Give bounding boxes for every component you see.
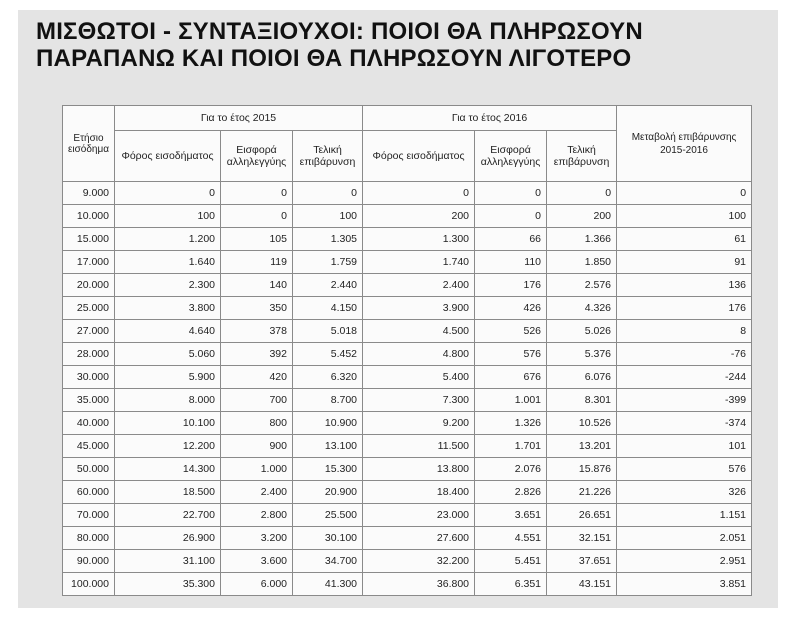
change-cell: 101	[617, 435, 752, 458]
income-cell: 9.000	[63, 182, 115, 205]
solidarity-2016-cell: 1.326	[475, 412, 547, 435]
total-2015-cell: 5.452	[293, 343, 363, 366]
income-tax-2016-cell: 3.900	[363, 297, 475, 320]
income-tax-2016-cell: 1.300	[363, 228, 475, 251]
income-cell: 30.000	[63, 366, 115, 389]
total-2015-cell: 30.100	[293, 527, 363, 550]
solidarity-2015-cell: 105	[221, 228, 293, 251]
income-cell: 35.000	[63, 389, 115, 412]
total-2015-cell: 2.440	[293, 274, 363, 297]
income-tax-2015-cell: 4.640	[115, 320, 221, 343]
total-2016-cell: 5.376	[547, 343, 617, 366]
total-2016-cell: 43.151	[547, 573, 617, 596]
tax-burden-table	[62, 105, 752, 596]
income-tax-2015-cell: 0	[115, 182, 221, 205]
total-2016-header: Τελική επιβάρυνση	[547, 131, 617, 182]
change-cell: 2.951	[617, 550, 752, 573]
title-line-2: ΠΑΡΑΠΑΝΩ ΚΑΙ ΠΟΙΟΙ ΘΑ ΠΛΗΡΩΣΟΥΝ ΛΙΓΟΤΕΡΟ	[36, 45, 632, 72]
table-row	[63, 182, 752, 205]
year-2016-header: Για το έτος 2016	[363, 106, 617, 131]
total-2016-cell: 21.226	[547, 481, 617, 504]
total-2015-cell: 0	[293, 182, 363, 205]
solidarity-2016-cell: 2.076	[475, 458, 547, 481]
total-2015-cell: 8.700	[293, 389, 363, 412]
total-2016-cell: 200	[547, 205, 617, 228]
income-tax-2016-cell: 36.800	[363, 573, 475, 596]
solidarity-2015-cell: 119	[221, 251, 293, 274]
total-2016-cell: 37.651	[547, 550, 617, 573]
income-tax-2015-cell: 3.800	[115, 297, 221, 320]
income-tax-2016-cell: 32.200	[363, 550, 475, 573]
solidarity-2015-cell: 392	[221, 343, 293, 366]
income-tax-2016-cell: 5.400	[363, 366, 475, 389]
total-2016-cell: 6.076	[547, 366, 617, 389]
income-tax-2015-cell: 14.300	[115, 458, 221, 481]
change-cell: 326	[617, 481, 752, 504]
total-2016-cell: 1.366	[547, 228, 617, 251]
solidarity-2016-cell: 0	[475, 182, 547, 205]
solidarity-2015-cell: 800	[221, 412, 293, 435]
solidarity-2015-cell: 6.000	[221, 573, 293, 596]
income-tax-2015-cell: 22.700	[115, 504, 221, 527]
change-cell: 2.051	[617, 527, 752, 550]
solidarity-2015-cell: 700	[221, 389, 293, 412]
total-2016-cell: 4.326	[547, 297, 617, 320]
total-2015-cell: 5.018	[293, 320, 363, 343]
income-cell: 60.000	[63, 481, 115, 504]
income-tax-2015-cell: 1.640	[115, 251, 221, 274]
table-row	[63, 458, 752, 481]
total-2016-cell: 0	[547, 182, 617, 205]
income-tax-2016-cell: 4.800	[363, 343, 475, 366]
table-row	[63, 297, 752, 320]
income-tax-2015-cell: 5.900	[115, 366, 221, 389]
solidarity-2016-cell: 1.001	[475, 389, 547, 412]
income-cell: 27.000	[63, 320, 115, 343]
solidarity-2015-cell: 2.800	[221, 504, 293, 527]
change-cell: 176	[617, 297, 752, 320]
income-tax-2015-cell: 10.100	[115, 412, 221, 435]
income-cell: 90.000	[63, 550, 115, 573]
total-2016-cell: 13.201	[547, 435, 617, 458]
income-cell: 17.000	[63, 251, 115, 274]
solidarity-2016-cell: 576	[475, 343, 547, 366]
income-cell: 20.000	[63, 274, 115, 297]
table-row	[63, 366, 752, 389]
total-2015-cell: 100	[293, 205, 363, 228]
solidarity-2015-cell: 140	[221, 274, 293, 297]
change-cell: -76	[617, 343, 752, 366]
income-tax-2016-cell: 0	[363, 182, 475, 205]
solidarity-2016-cell: 176	[475, 274, 547, 297]
total-2015-cell: 4.150	[293, 297, 363, 320]
income-tax-2016-cell: 1.740	[363, 251, 475, 274]
change-cell: 100	[617, 205, 752, 228]
income-tax-2016-cell: 27.600	[363, 527, 475, 550]
solidarity-2016-cell: 5.451	[475, 550, 547, 573]
income-tax-2016-cell: 11.500	[363, 435, 475, 458]
solidarity-2015-cell: 3.200	[221, 527, 293, 550]
total-2016-cell: 8.301	[547, 389, 617, 412]
change-cell: 1.151	[617, 504, 752, 527]
total-2015-header: Τελική επιβάρυνση	[293, 131, 363, 182]
income-cell: 100.000	[63, 573, 115, 596]
table-row	[63, 228, 752, 251]
income-cell: 45.000	[63, 435, 115, 458]
total-2016-cell: 15.876	[547, 458, 617, 481]
income-tax-2015-cell: 12.200	[115, 435, 221, 458]
solidarity-2016-cell: 110	[475, 251, 547, 274]
total-2016-cell: 26.651	[547, 504, 617, 527]
solidarity-2016-cell: 2.826	[475, 481, 547, 504]
income-tax-2015-cell: 26.900	[115, 527, 221, 550]
solidarity-2016-cell: 6.351	[475, 573, 547, 596]
solidarity-2016-cell: 66	[475, 228, 547, 251]
income-cell: 80.000	[63, 527, 115, 550]
income-tax-2016-cell: 13.800	[363, 458, 475, 481]
solidarity-2015-cell: 1.000	[221, 458, 293, 481]
income-cell: 28.000	[63, 343, 115, 366]
table-row	[63, 481, 752, 504]
table-row	[63, 205, 752, 228]
income-tax-2015-cell: 2.300	[115, 274, 221, 297]
solidarity-2016-cell: 426	[475, 297, 547, 320]
income-tax-2016-cell: 200	[363, 205, 475, 228]
income-tax-2016-cell: 4.500	[363, 320, 475, 343]
table-row	[63, 343, 752, 366]
change-cell: 61	[617, 228, 752, 251]
income-cell: 15.000	[63, 228, 115, 251]
table-row	[63, 251, 752, 274]
total-2015-cell: 41.300	[293, 573, 363, 596]
table-row	[63, 504, 752, 527]
solidarity-2016-cell: 1.701	[475, 435, 547, 458]
solidarity-2015-cell: 420	[221, 366, 293, 389]
total-2015-cell: 6.320	[293, 366, 363, 389]
income-cell: 40.000	[63, 412, 115, 435]
solidarity-2015-cell: 2.400	[221, 481, 293, 504]
table-row	[63, 389, 752, 412]
total-2016-cell: 32.151	[547, 527, 617, 550]
solidarity-2015-cell: 0	[221, 182, 293, 205]
income-column-header: Ετήσιο εισόδημα	[63, 106, 115, 182]
solidarity-2016-header: Εισφορά αλληλεγγύης	[475, 131, 547, 182]
income-tax-2015-cell: 8.000	[115, 389, 221, 412]
solidarity-2016-cell: 4.551	[475, 527, 547, 550]
income-cell: 10.000	[63, 205, 115, 228]
total-2015-cell: 1.305	[293, 228, 363, 251]
change-cell: 8	[617, 320, 752, 343]
solidarity-2016-cell: 3.651	[475, 504, 547, 527]
change-cell: -399	[617, 389, 752, 412]
total-2015-cell: 20.900	[293, 481, 363, 504]
solidarity-2015-cell: 378	[221, 320, 293, 343]
total-2016-cell: 10.526	[547, 412, 617, 435]
income-tax-2015-cell: 35.300	[115, 573, 221, 596]
title-line-1: ΜΙΣΘΩΤΟΙ - ΣΥΝΤΑΞΙΟΥΧΟΙ: ΠΟΙΟΙ ΘΑ ΠΛΗΡΩΣΟΥΝ	[36, 18, 643, 45]
year-2015-header: Για το έτος 2015	[115, 106, 363, 131]
income-tax-2016-cell: 7.300	[363, 389, 475, 412]
total-2015-cell: 13.100	[293, 435, 363, 458]
total-2016-cell: 5.026	[547, 320, 617, 343]
solidarity-2016-cell: 526	[475, 320, 547, 343]
income-tax-2015-header: Φόρος εισοδήματος	[115, 131, 221, 182]
solidarity-2015-header: Εισφορά αλληλεγγύης	[221, 131, 293, 182]
income-cell: 70.000	[63, 504, 115, 527]
solidarity-2015-cell: 350	[221, 297, 293, 320]
table-row	[63, 320, 752, 343]
change-column-header: Μεταβολή επιβάρυνσης 2015-2016	[617, 106, 752, 182]
table-row	[63, 573, 752, 596]
total-2016-cell: 2.576	[547, 274, 617, 297]
solidarity-2015-cell: 3.600	[221, 550, 293, 573]
income-cell: 25.000	[63, 297, 115, 320]
income-tax-2015-cell: 100	[115, 205, 221, 228]
total-2015-cell: 1.759	[293, 251, 363, 274]
solidarity-2016-cell: 676	[475, 366, 547, 389]
change-cell: 576	[617, 458, 752, 481]
solidarity-2015-cell: 0	[221, 205, 293, 228]
table-row	[63, 550, 752, 573]
income-tax-2015-cell: 1.200	[115, 228, 221, 251]
total-2015-cell: 25.500	[293, 504, 363, 527]
table-row	[63, 274, 752, 297]
income-tax-2016-cell: 2.400	[363, 274, 475, 297]
income-tax-2016-header: Φόρος εισοδήματος	[363, 131, 475, 182]
income-tax-2015-cell: 18.500	[115, 481, 221, 504]
income-tax-2015-cell: 31.100	[115, 550, 221, 573]
total-2015-cell: 34.700	[293, 550, 363, 573]
table-row	[63, 435, 752, 458]
income-cell: 50.000	[63, 458, 115, 481]
table-body	[63, 182, 752, 596]
change-cell: 0	[617, 182, 752, 205]
solidarity-2015-cell: 900	[221, 435, 293, 458]
page-title	[36, 18, 756, 72]
table-row	[63, 412, 752, 435]
total-2016-cell: 1.850	[547, 251, 617, 274]
total-2015-cell: 10.900	[293, 412, 363, 435]
income-tax-2016-cell: 18.400	[363, 481, 475, 504]
income-tax-2016-cell: 9.200	[363, 412, 475, 435]
table-row	[63, 527, 752, 550]
income-tax-2015-cell: 5.060	[115, 343, 221, 366]
change-cell: 91	[617, 251, 752, 274]
change-cell: -244	[617, 366, 752, 389]
solidarity-2016-cell: 0	[475, 205, 547, 228]
change-cell: -374	[617, 412, 752, 435]
total-2015-cell: 15.300	[293, 458, 363, 481]
change-cell: 3.851	[617, 573, 752, 596]
change-cell: 136	[617, 274, 752, 297]
income-tax-2016-cell: 23.000	[363, 504, 475, 527]
